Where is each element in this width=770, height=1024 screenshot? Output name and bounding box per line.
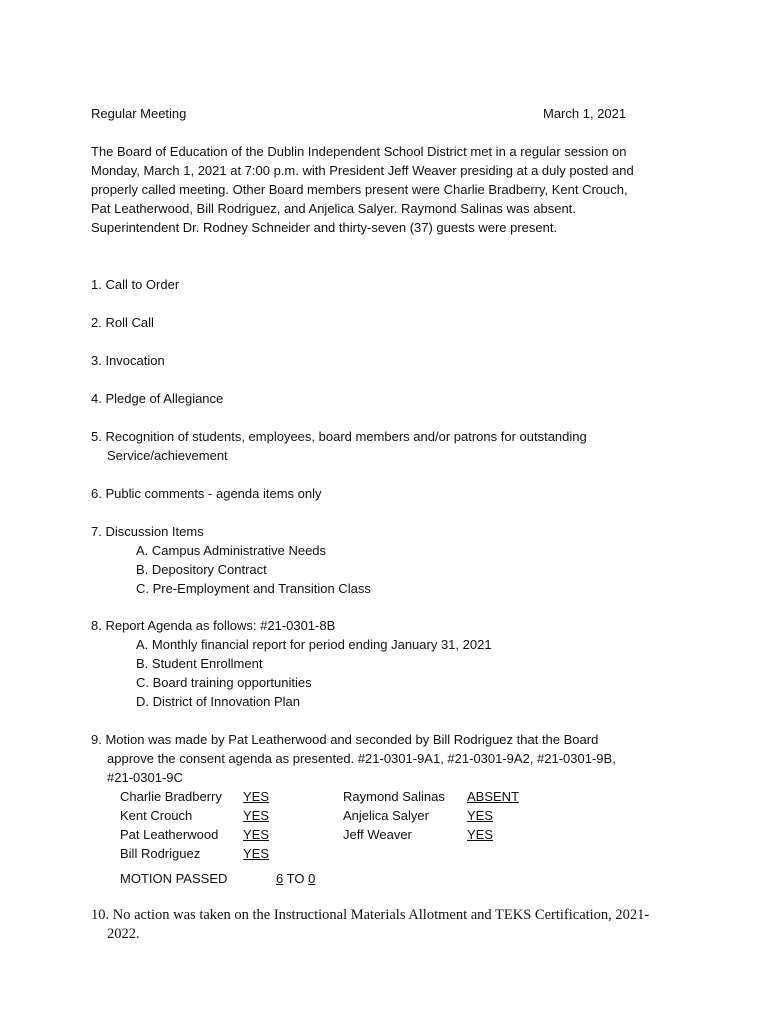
voter-name: Raymond Salinas (343, 789, 445, 804)
agenda-item-10-cont: 2022. (107, 926, 140, 942)
agenda-item-9: 9. Motion was made by Pat Leatherwood and seconded by Bill Rodriguez that the Board (91, 732, 599, 747)
agenda-item-9-cont: #21-0301-9C (107, 770, 183, 785)
motion-result-label: MOTION PASSED (120, 871, 228, 886)
agenda-item-5-cont: Service/achievement (107, 448, 228, 463)
agenda-item-8: 8. Report Agenda as follows: #21-0301-8B (91, 618, 336, 633)
motion-to-word: TO (286, 871, 305, 886)
agenda-item-1: 1. Call to Order (91, 277, 180, 292)
agenda-item-2: 2. Roll Call (91, 315, 154, 330)
motion-votes-for: 6 (276, 871, 284, 886)
vote-value: YES (243, 827, 270, 842)
agenda-subitem: A. Campus Administrative Needs (136, 543, 327, 558)
meeting-type: Regular Meeting (91, 106, 187, 121)
intro-line: The Board of Education of the Dublin Independent School District met in a regular session on (91, 144, 627, 159)
voter-name: Anjelica Salyer (343, 808, 429, 823)
voter-name: Bill Rodriguez (120, 846, 201, 861)
motion-votes-against: 0 (308, 871, 316, 886)
voter-name: Charlie Bradberry (120, 789, 222, 804)
agenda-subitem: C. Board training opportunities (136, 675, 312, 690)
agenda-subitem: A. Monthly financial report for period ending January 31, 2021 (136, 637, 492, 652)
vote-value: YES (243, 789, 270, 804)
voter-name: Pat Leatherwood (120, 827, 219, 842)
voter-name: Jeff Weaver (343, 827, 412, 842)
agenda-item-7: 7. Discussion Items (91, 524, 204, 539)
agenda-item-6: 6. Public comments - agenda items only (91, 486, 322, 501)
vote-value: YES (467, 808, 494, 823)
intro-line: Pat Leatherwood, Bill Rodriguez, and Anjelica Salyer. Raymond Salinas was absent. (91, 201, 576, 216)
meeting-date: March 1, 2021 (543, 106, 627, 121)
agenda-item-9-cont: approve the consent agenda as presented. #21-0301-9A1, #21-0301-9A2, #21-0301-9B, (107, 751, 616, 766)
agenda-item-4: 4. Pledge of Allegiance (91, 391, 224, 406)
intro-line: properly called meeting. Other Board members present were Charlie Bradberry, Kent Crouch, (91, 182, 628, 197)
vote-value: YES (243, 846, 270, 861)
motion-tally (276, 869, 315, 888)
vote-value: YES (243, 808, 270, 823)
agenda-subitem: B. Student Enrollment (136, 656, 263, 671)
intro-line: Superintendent Dr. Rodney Schneider and thirty-seven (37) guests were present. (91, 220, 558, 235)
agenda-item-3: 3. Invocation (91, 353, 165, 368)
agenda-item-5: 5. Recognition of students, employees, board members and/or patrons for outstanding (91, 429, 587, 444)
agenda-subitem: B. Depository Contract (136, 562, 267, 577)
voter-name: Kent Crouch (120, 808, 193, 823)
agenda-subitem: D. District of Innovation Plan (136, 694, 301, 709)
agenda-item-10: 10. No action was taken on the Instructional Materials Allotment and TEKS Certification, 2021- (91, 907, 650, 923)
agenda-subitem: C. Pre-Employment and Transition Class (136, 581, 371, 596)
vote-value: ABSENT (467, 789, 520, 804)
intro-line: Monday, March 1, 2021 at 7:00 p.m. with President Jeff Weaver presiding at a duly posted and (91, 163, 634, 178)
vote-value: YES (467, 827, 494, 842)
